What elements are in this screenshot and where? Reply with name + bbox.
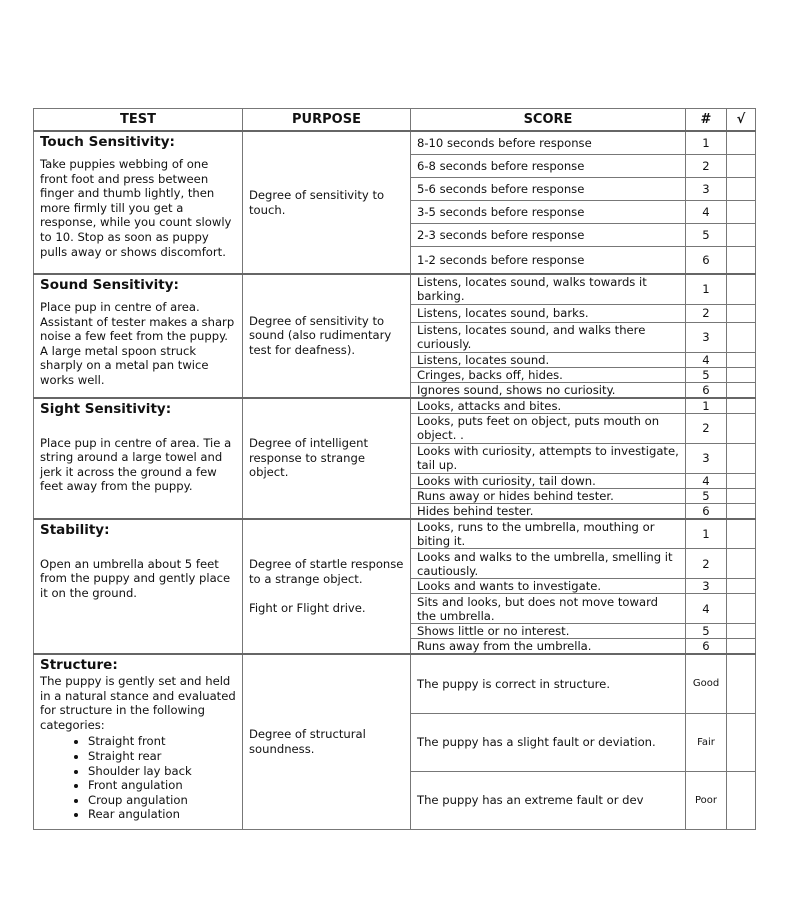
score-cell: Looks, attacks and bites.	[411, 398, 686, 414]
puppy-test-sheet	[33, 108, 755, 830]
score-number: 6	[686, 246, 727, 274]
test-cell-stability	[34, 519, 243, 655]
score-number: 1	[686, 519, 727, 549]
list-item: • Shoulder lay back	[88, 764, 237, 779]
section-title: Structure:	[40, 657, 118, 673]
score-cell: 1-2 seconds before response	[411, 246, 686, 274]
test-cell-sight	[34, 398, 243, 519]
table-row	[34, 654, 756, 713]
check-box[interactable]	[727, 579, 756, 594]
test-cell-structure	[34, 654, 243, 829]
score-cell: The puppy has an extreme fault or dev	[411, 771, 686, 829]
score-number: 2	[686, 304, 727, 322]
purpose-cell: Degree of structural soundness.	[243, 654, 411, 829]
score-number: 6	[686, 639, 727, 655]
score-number: 2	[686, 413, 727, 443]
test-cell-sound	[34, 274, 243, 398]
score-cell: Looks and wants to investigate.	[411, 579, 686, 594]
list-item: • Front angulation	[88, 778, 237, 793]
check-box[interactable]	[727, 473, 756, 488]
check-box[interactable]	[727, 352, 756, 367]
check-box[interactable]	[727, 223, 756, 246]
check-box[interactable]	[727, 200, 756, 223]
score-number: 2	[686, 154, 727, 177]
score-number: 2	[686, 549, 727, 579]
score-number: 5	[686, 367, 727, 382]
score-cell: Looks, puts feet on object, puts mouth on object. .	[411, 413, 686, 443]
table-row	[34, 519, 756, 549]
section-title: Touch Sensitivity:	[40, 134, 175, 150]
score-cell: Shows little or no interest.	[411, 624, 686, 639]
test-description: Place pup in centre of area. Assistant of tester makes a sharp noise a few feet from the puppy. A large metal spoon struck sharply on a metal pan twice works well.	[40, 300, 235, 387]
score-cell: Listens, locates sound, barks.	[411, 304, 686, 322]
score-number: 5	[686, 223, 727, 246]
section-title: Sight Sensitivity:	[40, 400, 172, 417]
check-box[interactable]	[727, 367, 756, 382]
header-row	[34, 109, 756, 132]
test-description: Open an umbrella about 5 feet from the puppy and gently place it on the ground.	[40, 556, 231, 600]
purpose-cell: Degree of intelligent response to strange object.	[243, 398, 411, 519]
score-cell: Hides behind tester.	[411, 503, 686, 519]
score-rating: Poor	[686, 771, 727, 829]
check-box[interactable]	[727, 131, 756, 154]
score-cell: Cringes, backs off, hides.	[411, 367, 686, 382]
score-cell: Looks, runs to the umbrella, mouthing or biting it.	[411, 519, 686, 549]
score-cell: Listens, locates sound, and walks there curiously.	[411, 322, 686, 352]
score-number: 5	[686, 624, 727, 639]
score-cell: Looks and walks to the umbrella, smelling it cautiously.	[411, 549, 686, 579]
check-box[interactable]	[727, 519, 756, 549]
table-row	[34, 398, 756, 414]
section-title: Sound Sensitivity:	[40, 277, 179, 293]
check-box[interactable]	[727, 382, 756, 398]
header-test: TEST	[34, 109, 243, 132]
check-box[interactable]	[727, 246, 756, 274]
purpose-cell: Degree of sensitivity to touch.	[243, 131, 411, 274]
score-number: 5	[686, 488, 727, 503]
score-number: 3	[686, 443, 727, 473]
score-number: 1	[686, 274, 727, 304]
check-box[interactable]	[727, 549, 756, 579]
score-number: 4	[686, 594, 727, 624]
score-cell: 8-10 seconds before response	[411, 131, 686, 154]
check-box[interactable]	[727, 304, 756, 322]
check-box[interactable]	[727, 654, 756, 713]
score-cell: Ignores sound, shows no curiosity.	[411, 382, 686, 398]
evaluation-table	[33, 108, 756, 830]
section-title: Stability:	[40, 521, 110, 538]
purpose-cell: Degree of sensitivity to sound (also rudimentary test for deafness).	[243, 274, 411, 398]
score-cell: Runs away from the umbrella.	[411, 639, 686, 655]
check-box[interactable]	[727, 322, 756, 352]
score-number: 3	[686, 322, 727, 352]
test-description: Place pup in centre of area. Tie a string around a large towel and jerk it across the ground a few feet away from the puppy.	[40, 435, 232, 494]
score-rating: Good	[686, 654, 727, 713]
score-number: 3	[686, 579, 727, 594]
score-cell: Looks with curiosity, tail down.	[411, 473, 686, 488]
score-cell: Sits and looks, but does not move toward the umbrella.	[411, 594, 686, 624]
test-description: Take puppies webbing of one front foot and press between finger and thumb lightly, then more firmly till you get a response, while you count slowly to 10. Stop as soon as puppy pulls away or shows discomfort.	[40, 157, 232, 259]
check-box[interactable]	[727, 713, 756, 771]
check-box[interactable]	[727, 771, 756, 829]
check-box[interactable]	[727, 177, 756, 200]
purpose-text: Degree of startle response to a strange object.	[249, 557, 404, 586]
check-box[interactable]	[727, 503, 756, 519]
list-item: • Rear angulation	[88, 807, 237, 822]
score-cell: Looks with curiosity, attempts to investigate, tail up.	[411, 443, 686, 473]
score-rating: Fair	[686, 713, 727, 771]
structure-categories	[40, 734, 237, 822]
check-box[interactable]	[727, 594, 756, 624]
score-cell: Listens, locates sound, walks towards it barking.	[411, 274, 686, 304]
score-cell: 3-5 seconds before response	[411, 200, 686, 223]
table-row	[34, 274, 756, 304]
header-score: SCORE	[411, 109, 686, 132]
score-cell: 6-8 seconds before response	[411, 154, 686, 177]
table-row	[34, 131, 756, 154]
score-cell: 5-6 seconds before response	[411, 177, 686, 200]
test-description: The puppy is gently set and held in a natural stance and evaluated for structure in the following categories:	[40, 674, 236, 732]
check-box[interactable]	[727, 443, 756, 473]
check-box[interactable]	[727, 624, 756, 639]
score-cell: Runs away or hides behind tester.	[411, 488, 686, 503]
header-check: √	[727, 109, 756, 132]
score-cell: Listens, locates sound.	[411, 352, 686, 367]
check-box[interactable]	[727, 274, 756, 304]
check-box[interactable]	[727, 154, 756, 177]
purpose-extra: Fight or Flight drive.	[249, 600, 366, 615]
check-box[interactable]	[727, 639, 756, 655]
purpose-cell	[243, 519, 411, 655]
test-cell-touch	[34, 131, 243, 274]
header-purpose: PURPOSE	[243, 109, 411, 132]
check-box[interactable]	[727, 398, 756, 414]
list-item: • Straight rear	[88, 749, 237, 764]
score-number: 4	[686, 352, 727, 367]
score-number: 6	[686, 382, 727, 398]
score-number: 3	[686, 177, 727, 200]
score-number: 1	[686, 398, 727, 414]
score-number: 6	[686, 503, 727, 519]
check-box[interactable]	[727, 488, 756, 503]
list-item: • Croup angulation	[88, 793, 237, 808]
list-item: • Straight front	[88, 734, 237, 749]
score-cell: The puppy has a slight fault or deviation.	[411, 713, 686, 771]
score-cell: The puppy is correct in structure.	[411, 654, 686, 713]
score-number: 4	[686, 473, 727, 488]
score-number: 1	[686, 131, 727, 154]
check-box[interactable]	[727, 413, 756, 443]
score-number: 4	[686, 200, 727, 223]
header-number: #	[686, 109, 727, 132]
score-cell: 2-3 seconds before response	[411, 223, 686, 246]
